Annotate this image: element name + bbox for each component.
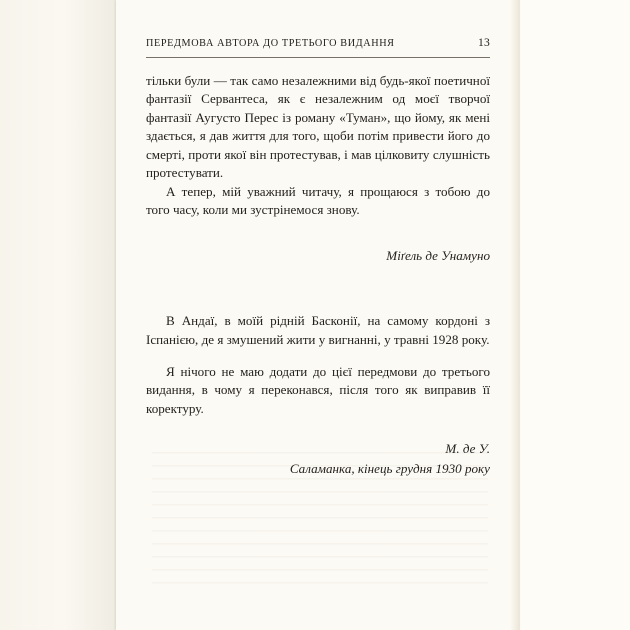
header-rule (146, 57, 490, 58)
paragraph-2: А тепер, мій уважний читачу, я прощаюся з тобою до того часу, коли ми зустрінемося знову. (146, 183, 490, 218)
spacer-before-author-signature (146, 220, 490, 247)
spacer-before-colophon (146, 265, 490, 312)
running-head (146, 36, 490, 49)
book-page (116, 0, 520, 630)
text-block (146, 72, 490, 478)
author-initials-signature: М. де У. (445, 441, 490, 457)
running-head-title: ПЕРЕДМОВА АВТОРА ДО ТРЕТЬОГО ВИДАННЯ (146, 38, 395, 49)
paragraph-1: тільки були — так само незалежними від будь-якої поетичної фантазії Сервантеса, як є незалежним од моєї творчої фантазії Аугусто Перес із роману «Туман», що йому, як мені здається, я дав життя для того, щоби потім привести його до смерті, проти якої він протестував, і мав цілковиту слушність протестувати. (146, 73, 490, 181)
page-number: 13 (478, 36, 490, 49)
place-date-signature: Саламанка, кінець грудня 1930 року (289, 460, 490, 476)
spacer-before-signoff (146, 418, 490, 439)
author-signature: Міґель де Унамуно (386, 247, 490, 263)
paragraph-4: Я нічого не маю додати до цієї передмови до третього видання, в чому я переконався, після того як виправив її коректуру. (146, 363, 490, 416)
spacer-between-paragraphs (146, 349, 490, 363)
paragraph-3: В Андаї, в моїй рідній Басконії, на самому кордоні з Іспанією, де я змушений жити у вигнанні, у травні 1928 року. (146, 313, 490, 347)
